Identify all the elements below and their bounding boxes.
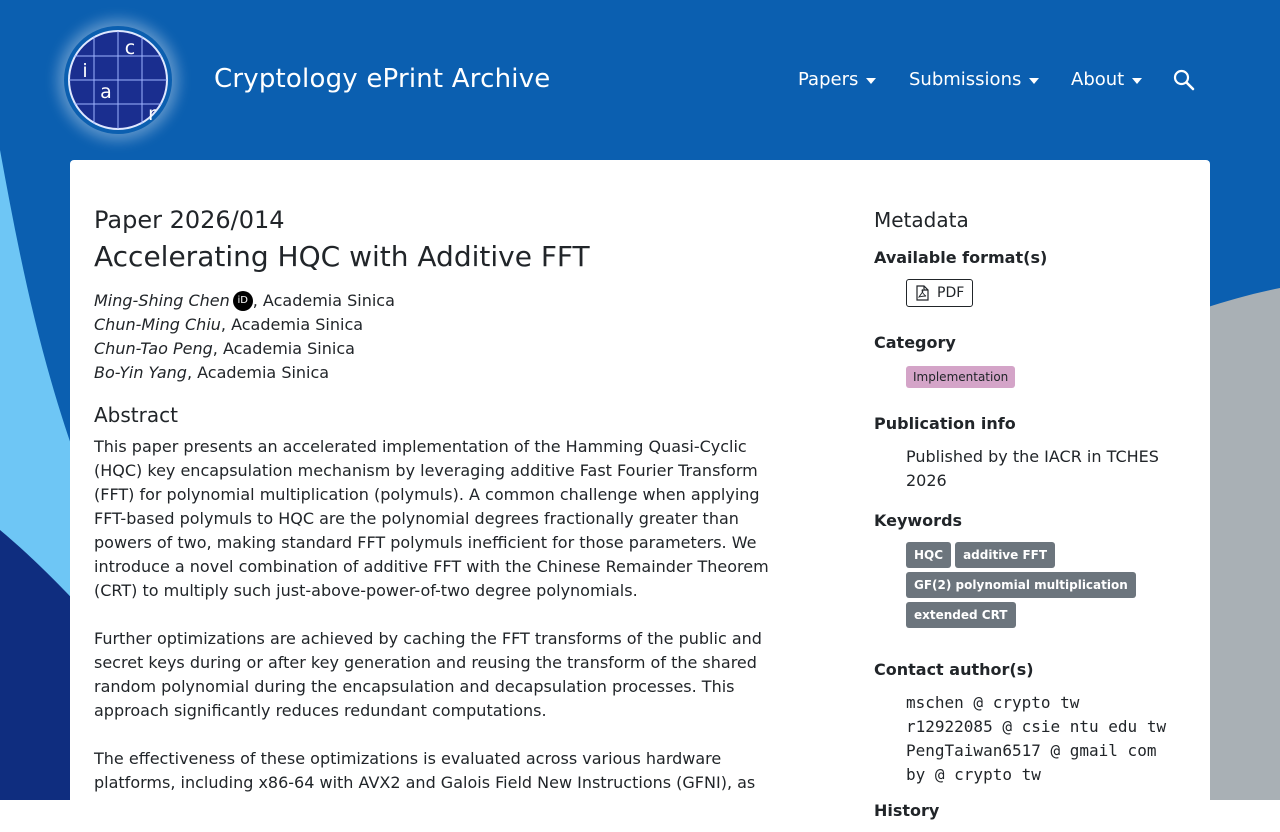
author-name[interactable]: Bo-Yin Yang xyxy=(94,363,187,382)
pubinfo-label: Publication info xyxy=(874,414,1016,433)
file-pdf-icon xyxy=(915,285,929,301)
paper-main xyxy=(94,206,784,819)
logo-letter-c: c xyxy=(124,37,136,59)
formats-block xyxy=(874,279,1194,307)
contact-email: mschen @ crypto tw xyxy=(906,693,1080,712)
logo-letter-r: r xyxy=(148,103,156,125)
history-label: History xyxy=(874,801,940,820)
keywords-label: Keywords xyxy=(874,511,963,530)
metadata-sidebar xyxy=(874,208,1194,832)
contact-label: Contact author(s) xyxy=(874,660,1034,679)
contact-email: r12922085 @ csie ntu edu tw xyxy=(906,717,1167,736)
contact-block xyxy=(874,691,1194,787)
paper-title: Accelerating HQC with Additive FFT xyxy=(94,240,590,273)
content-card xyxy=(70,160,1210,820)
formats-label: Available format(s) xyxy=(874,248,1048,267)
author-affiliation: , Academia Sinica xyxy=(212,339,355,358)
author-affiliation: , Academia Sinica xyxy=(252,291,395,310)
pdf-button[interactable] xyxy=(906,279,973,307)
author-affiliation: , Academia Sinica xyxy=(186,363,330,382)
author-row xyxy=(94,361,784,385)
nav-submissions[interactable] xyxy=(909,69,1039,90)
author-name[interactable]: Chun-Tao Peng xyxy=(94,339,213,358)
abstract-heading: Abstract xyxy=(94,403,178,427)
logo-letter-i: i xyxy=(82,60,88,82)
caret-down-icon xyxy=(1132,78,1142,84)
brand-link[interactable]: Cryptology ePrint Archive xyxy=(214,64,551,94)
author-row xyxy=(94,313,784,337)
logo-letter-a: a xyxy=(100,81,112,103)
search-icon[interactable] xyxy=(1172,68,1196,92)
keyword-badge[interactable]: HQC xyxy=(906,542,951,568)
abstract xyxy=(94,435,784,795)
caret-down-icon xyxy=(866,78,876,84)
keyword-badge[interactable]: GF(2) polynomial multiplication xyxy=(906,572,1136,598)
navbar xyxy=(0,0,1280,160)
keywords-block xyxy=(874,542,1194,632)
contact-email: by @ crypto tw xyxy=(906,765,1041,784)
nav-about-label: About xyxy=(1071,69,1125,90)
contact-email: PengTaiwan6517 @ gmail com xyxy=(906,741,1157,760)
category-label: Category xyxy=(874,333,956,352)
metadata-heading: Metadata xyxy=(874,208,969,232)
orcid-icon[interactable]: iD xyxy=(233,291,253,311)
abstract-paragraph: Further optimizations are achieved by caching the FFT transforms of the public and secret keys during or after key generation and reusing the transform of the shared random polynomial during the encapsulation and decapsulation processes. This approach significantly reduces redundant computations. xyxy=(94,629,762,720)
keyword-badge[interactable]: extended CRT xyxy=(906,602,1016,628)
nav-about[interactable] xyxy=(1071,69,1142,90)
pdf-label: PDF xyxy=(937,285,965,301)
author-row xyxy=(94,337,784,361)
nav-submissions-label: Submissions xyxy=(909,69,1022,90)
paper-id: Paper 2026/014 xyxy=(94,206,285,234)
pubinfo-text: Published by the IACR in TCHES 2026 xyxy=(906,447,1159,490)
keyword-badge[interactable]: additive FFT xyxy=(955,542,1055,568)
author-affiliation: , Academia Sinica xyxy=(220,315,364,334)
abstract-paragraph: This paper presents an accelerated implementation of the Hamming Quasi-Cyclic (HQC) key encapsulation mechanism by leveraging additive Fast Fourier Transform (FFT) for polynomial multiplication (polymuls). A common challenge when applying FFT-based polymuls to HQC are the polynomial degrees fractionally greater than powers of two, making standard FFT polymuls inefficient for those parameters. We introduce a novel combination of additive FFT with the Chinese Remainder Theorem (CRT) to multiply such just-above-power-of-two degree polynomials. xyxy=(94,437,769,600)
nav-papers-label: Papers xyxy=(798,69,859,90)
caret-down-icon xyxy=(1029,78,1039,84)
author-name[interactable]: Ming-Shing Chen xyxy=(94,291,230,310)
category-badge[interactable]: Implementation xyxy=(906,366,1015,388)
nav-papers[interactable] xyxy=(798,69,876,90)
author-name[interactable]: Chun-Ming Chiu xyxy=(94,315,221,334)
author-row xyxy=(94,289,784,313)
abstract-paragraph: The effectiveness of these optimizations is evaluated across various hardware platforms, including x86-64 with AVX2 and Galois Field New Instructions (GFNI), as xyxy=(94,749,756,792)
category-block xyxy=(874,364,1194,388)
iacr-logo[interactable] xyxy=(64,26,172,134)
